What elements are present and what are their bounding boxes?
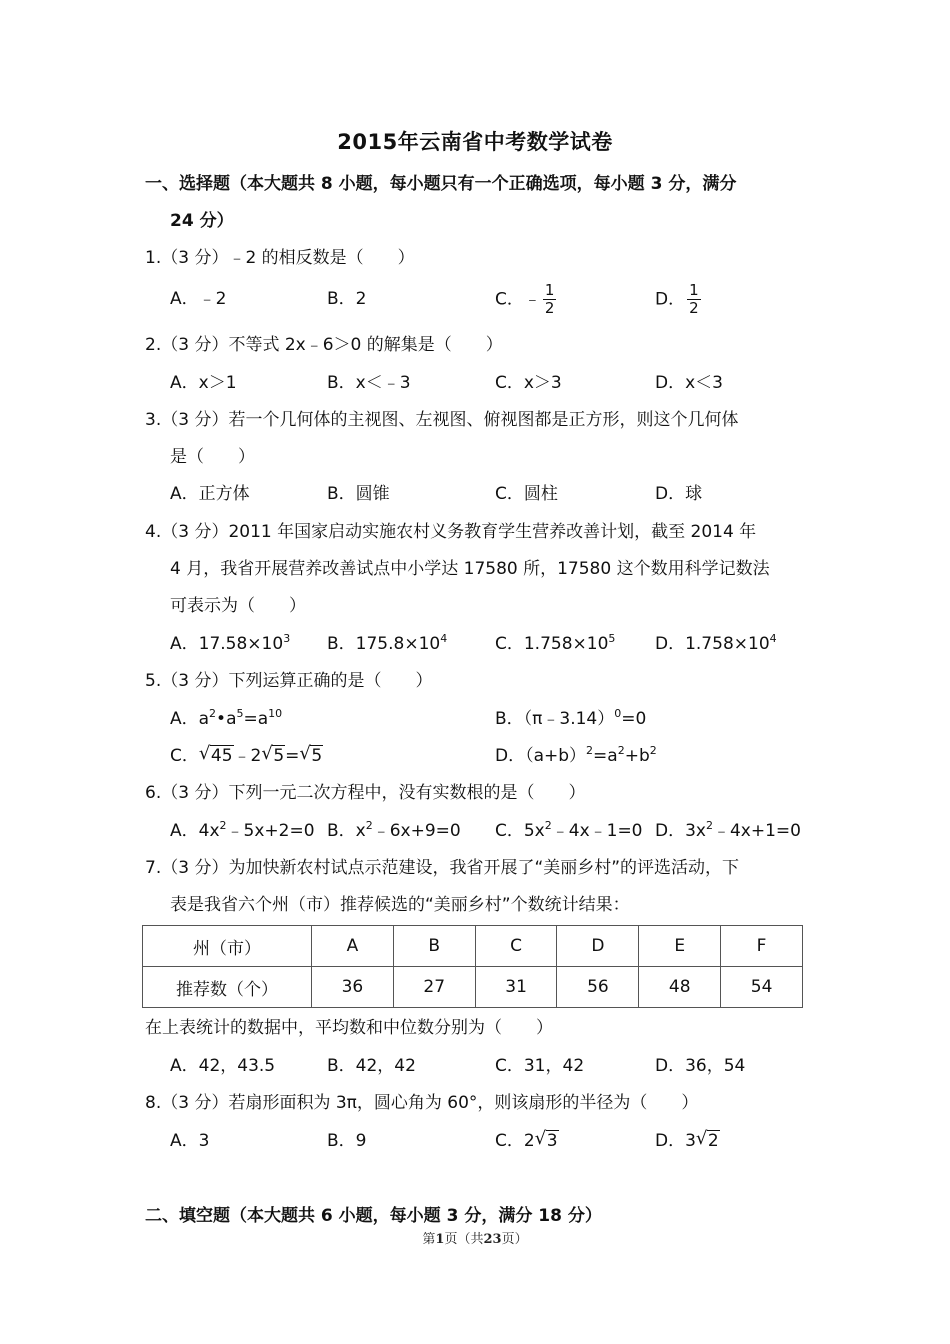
q5-option-a: A．$a^2•a^5=a^{10}$: [170, 707, 283, 729]
q2-option-a: A．x＞1: [170, 373, 237, 393]
table-cell: E: [639, 926, 721, 967]
table-cell: 27: [393, 967, 475, 1008]
q7-stem: 7.（3 分）为加快新农村试点示范建设，我省开展了“美丽乡村”的评选活动，下: [145, 858, 740, 878]
q3-option-a: A．正方体: [170, 484, 250, 504]
q7-stem-cont: 表是我省六个州（市）推荐候选的“美丽乡村”个数统计结果：: [170, 895, 630, 915]
q1-stem: 1.（3 分）﹣2 的相反数是（ ）: [145, 248, 415, 268]
q6-option-c: C．$5x^2﹣4x﹣1=0$: [495, 819, 643, 841]
table-cell: B: [393, 926, 475, 967]
q4-stem-cont1: 4 月，我省开展营养改善试点中小学达 17580 所，17580 这个数用科学记数法: [170, 559, 770, 579]
q8-option-a: A．3: [170, 1131, 210, 1151]
q1-option-a: A．﹣2: [170, 289, 227, 309]
q2-option-b: B．x＜﹣3: [327, 373, 411, 393]
table-cell: 48: [639, 967, 721, 1008]
q7-option-b: B．42，42: [327, 1056, 416, 1076]
q7-option-a: A．42，43.5: [170, 1056, 276, 1076]
table-cell: C: [475, 926, 557, 967]
section1-heading: 一、选择题（本大题共 8 小题，每小题只有一个正确选项，每小题 3 分，满分: [145, 174, 737, 194]
q8-option-c: C．2 √ 3: [495, 1128, 558, 1151]
section1-heading-cont: 24 分）: [170, 211, 234, 231]
q6-stem: 6.（3 分）下列一元二次方程中，没有实数根的是（ ）: [145, 783, 586, 803]
table-cell: 31: [475, 967, 557, 1008]
q5-option-d: D．$(a+b)^2=a^2+b^2$: [495, 744, 657, 766]
q8-option-b: B．9: [327, 1131, 367, 1151]
table-cell: F: [721, 926, 803, 967]
q3-stem-cont: 是（ ）: [170, 447, 255, 467]
q7-option-d: D．36，54: [655, 1056, 746, 1076]
q4-stem: 4.（3 分）2011 年国家启动实施农村义务教育学生营养改善计划，截至 2014 年: [145, 522, 757, 542]
table-cell: D: [557, 926, 639, 967]
table-row: [143, 967, 803, 1008]
table-cell: 推荐数（个）: [143, 967, 312, 1008]
q4-option-d: D．$1.758\times 10^4$: [655, 632, 777, 654]
q8-stem: 8.（3 分）若扇形面积为 3π，圆心角为 60°，则该扇形的半径为（ ）: [145, 1093, 699, 1113]
section2-heading: 二、填空题（本大题共 6 小题，每小题 3 分，满分 18 分）: [145, 1206, 602, 1226]
q2-option-d: D．x＜3: [655, 373, 723, 393]
page-title: 2015年云南省中考数学试卷: [337, 130, 613, 154]
table-cell: 36: [312, 967, 394, 1008]
q1-option-d: D． $\frac{1}{2}$: [655, 281, 699, 317]
q1-option-c: C．﹣ $\frac{1}{2}$: [495, 281, 555, 317]
q6-option-b: B．$x^2﹣6x+9=0$: [327, 819, 461, 841]
table-cell: 56: [557, 967, 639, 1008]
q7-question: 在上表统计的数据中，平均数和中位数分别为（ ）: [145, 1018, 553, 1038]
page-footer: 第1页（共23页）: [422, 1232, 528, 1247]
q3-option-b: B．圆锥: [327, 484, 390, 504]
q4-option-c: C．$1.758\times 10^5$: [495, 632, 616, 654]
q2-stem: 2.（3 分）不等式 2x﹣6＞0 的解集是（ ）: [145, 335, 503, 355]
q3-stem: 3.（3 分）若一个几何体的主视图、左视图、俯视图都是正方形，则这个几何体: [145, 410, 739, 430]
stats-table: [142, 925, 803, 1008]
table-header-row: [143, 926, 803, 967]
q5-stem: 5.（3 分）下列运算正确的是（ ）: [145, 671, 433, 691]
q4-stem-cont2: 可表示为（ ）: [170, 596, 306, 616]
q6-option-d: D．$3x^2﹣4x+1=0$: [655, 819, 801, 841]
q2-option-c: C．x＞3: [495, 373, 562, 393]
table-cell: 州（市）: [143, 926, 312, 967]
q7-option-c: C．31，42: [495, 1056, 585, 1076]
q3-option-d: D．球: [655, 484, 703, 504]
q6-option-a: A．$4x^2﹣5x+2=0$: [170, 819, 315, 841]
q5-option-c: C． √ 45﹣2 √ 5= √ 5: [170, 743, 323, 766]
q3-option-c: C．圆柱: [495, 484, 558, 504]
q4-option-a: A．$17.58\times 10^3$: [170, 632, 291, 654]
table-cell: A: [312, 926, 394, 967]
q1-option-b: B．2: [327, 289, 367, 309]
table-cell: 54: [721, 967, 803, 1008]
q5-option-b: B．（π﹣3.14）$^0$=0: [495, 707, 647, 729]
q4-option-b: B．$175.8\times 10^4$: [327, 632, 448, 654]
q8-option-d: D．3 √ 2: [655, 1128, 719, 1151]
